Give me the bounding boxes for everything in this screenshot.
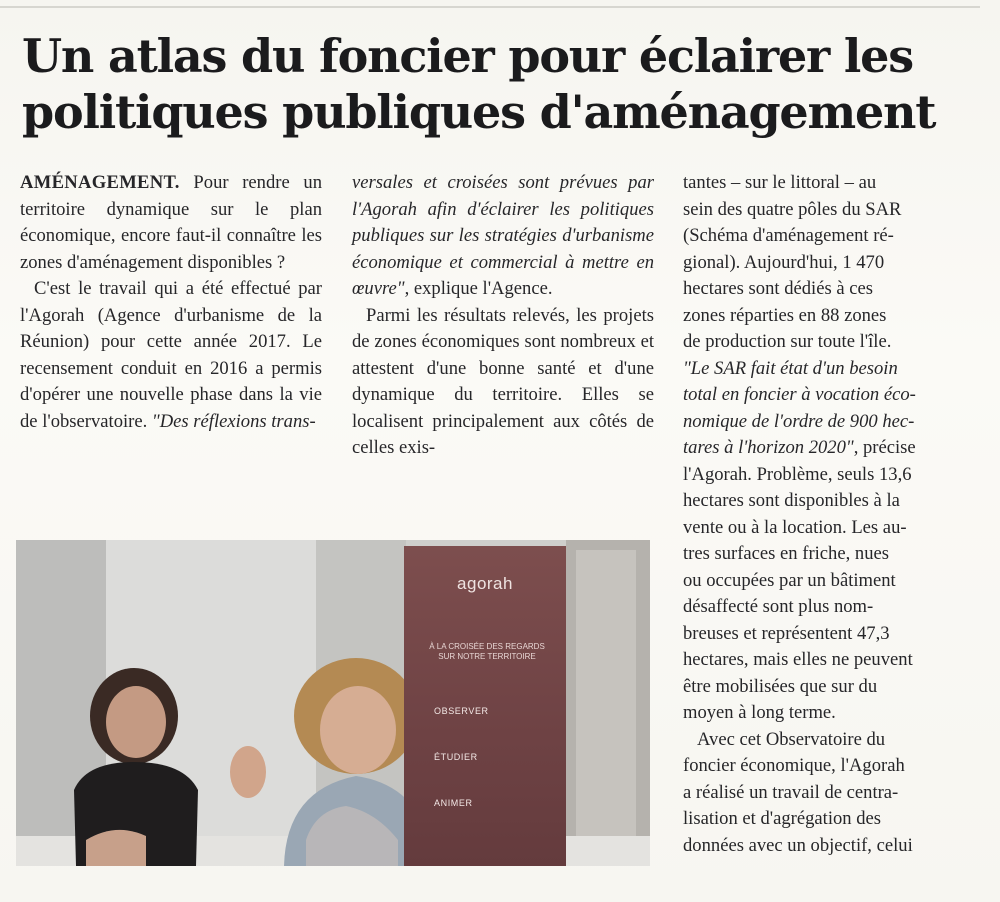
headline-line-1: Un atlas du foncier pour éclairer les [22, 29, 913, 83]
col3-line: a réalisé un travail de centra- [683, 781, 899, 803]
col3-line: lisation et d'agrégation des [683, 808, 882, 829]
col3-quote-line [683, 435, 980, 462]
paragraph-text: , explique l'Agence. [404, 278, 553, 299]
banner-item: ANIMER [434, 798, 473, 808]
col3-line: (Schéma d'aménagement ré- [683, 225, 894, 246]
col3-line: Avec cet Observatoire du [697, 728, 886, 750]
col3-line: breuses et représentent 47,3 [683, 622, 890, 644]
col3-line: l'Agorah. Problème, seuls 13,6 [683, 463, 912, 485]
col3-line: données avec un objectif, celui [683, 834, 913, 856]
col3-line: vente ou à la location. Les au- [683, 516, 907, 538]
col3-line: hectares, mais elles ne peuvent [683, 649, 913, 670]
paragraph [352, 303, 654, 462]
banner-item: OBSERVER [434, 706, 489, 716]
col3-line: moyen à long terme. [683, 702, 836, 723]
col3-line: tres surfaces en friche, nues [683, 543, 889, 564]
paragraph-text: C'est le travail qui a été effectué par l'Agorah (Agence d'urbanisme de la Réunion) pour cette année 2017. Le recensement conduit en 2016 a permis d'opérer une nouvelle phase dans la vie de l'observatoire. [20, 278, 322, 432]
col3-line: hectares sont dédiés à ces [683, 278, 873, 299]
col3-quote-line: nomique de l'ordre de 900 hec- [683, 410, 915, 432]
col3-line: foncier économique, l'Agorah [683, 755, 905, 776]
col3-line: tantes – sur le littoral – au [683, 172, 877, 193]
top-rule [0, 6, 980, 8]
paragraph [20, 276, 322, 435]
paragraph [20, 170, 322, 276]
article-column-3 [683, 170, 980, 859]
col3-line: zones réparties en 88 zones [683, 304, 887, 326]
col3-line: ou occupées par un bâtiment [683, 569, 896, 591]
paragraph-text: Pour rendre un territoire dynamique sur le plan économique, encore faut-il connaître les zones d'aménagement disponibles ? [20, 172, 322, 273]
paragraph [352, 170, 654, 303]
paragraph-text: Parmi les résultats relevés, les projets de zones économiques sont nombreux et attestent d'une bonne santé et d'une dynamique du territoire. Elles se localisent principalement aux côtés de celles exis- [352, 304, 654, 458]
article-headline [22, 28, 982, 140]
col3-line: de production sur toute l'île. [683, 331, 892, 352]
col3-line: sein des quatre pôles du SAR [683, 198, 902, 220]
col3-line: hectares sont disponibles à la [683, 490, 900, 511]
col3-quote-line: total en foncier à vocation éco- [683, 384, 916, 405]
quote-text: tares à l'horizon 2020" [683, 437, 854, 458]
col3-line: gional). Aujourd'hui, 1 470 [683, 251, 885, 273]
banner-slogan: À LA CROISÉE DES REGARDS SUR NOTRE TERRITOIRE [429, 642, 545, 661]
col3-line: être mobilisées que sur du [683, 675, 878, 697]
article-column-1 [20, 170, 322, 435]
paragraph-text: , précise [853, 437, 916, 458]
quote-text: "Des réflexions trans- [151, 410, 316, 432]
quote-text: versales et croisées sont prévues par l'Agorah afin d'éclairer les politiques publiques sur les stratégies d'urbanisme économique et commercial à mettre en œuvre" [352, 172, 654, 299]
banner-brand-logo: agorah [457, 574, 513, 593]
col3-line: désaffecté sont plus nom- [683, 596, 874, 617]
kicker: AMÉNAGEMENT. [20, 172, 180, 193]
agorah-banner [404, 546, 566, 866]
article-photo [16, 540, 650, 866]
col3-quote-line: "Le SAR fait état d'un besoin [683, 357, 898, 379]
banner-item: ÉTUDIER [434, 752, 478, 762]
article-column-2 [352, 170, 654, 462]
headline-line-2: politiques publiques d'aménagement [22, 85, 936, 139]
